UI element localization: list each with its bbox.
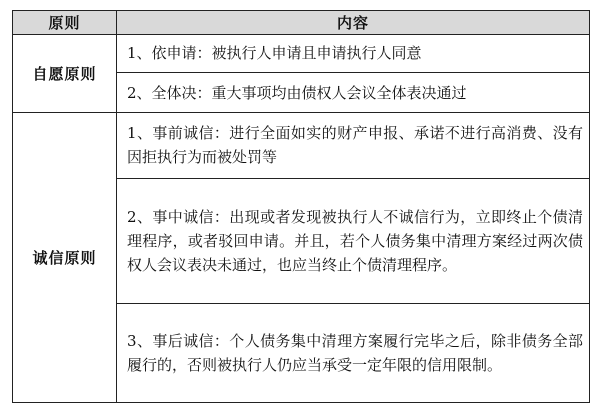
- content-cell: 1、依申请：被执行人申请且申请执行人同意: [117, 34, 590, 73]
- content-cell: 2、事中诚信：出现或者发现被执行人不诚信行为，立即终止个债清理程序，或者驳回申请。并且，若个人债务集中清理方案经过两次债权人会议表决未通过，也应当终止个债清理程序。: [117, 178, 590, 304]
- table-header-row: [13, 11, 590, 35]
- table-row: [13, 113, 590, 179]
- content-cell: 1、事前诚信：进行全面如实的财产申报、承诺不进行高消费、没有因拒执行为而被处罚等: [117, 113, 590, 179]
- header-principle: 原则: [13, 11, 117, 35]
- header-content: 内容: [117, 11, 590, 35]
- content-cell: 2、全体决：重大事项均由债权人会议全体表决通过: [117, 73, 590, 113]
- category-voluntary: 自愿原则: [13, 34, 117, 112]
- principles-table: [12, 10, 590, 403]
- content-cell: 3、事后诚信：个人债务集中清理方案履行完毕之后，除非债务全部履行的，否则被执行人仍应当承受一定年限的信用限制。: [117, 304, 590, 403]
- table-row: [13, 34, 590, 73]
- category-integrity: 诚信原则: [13, 113, 117, 403]
